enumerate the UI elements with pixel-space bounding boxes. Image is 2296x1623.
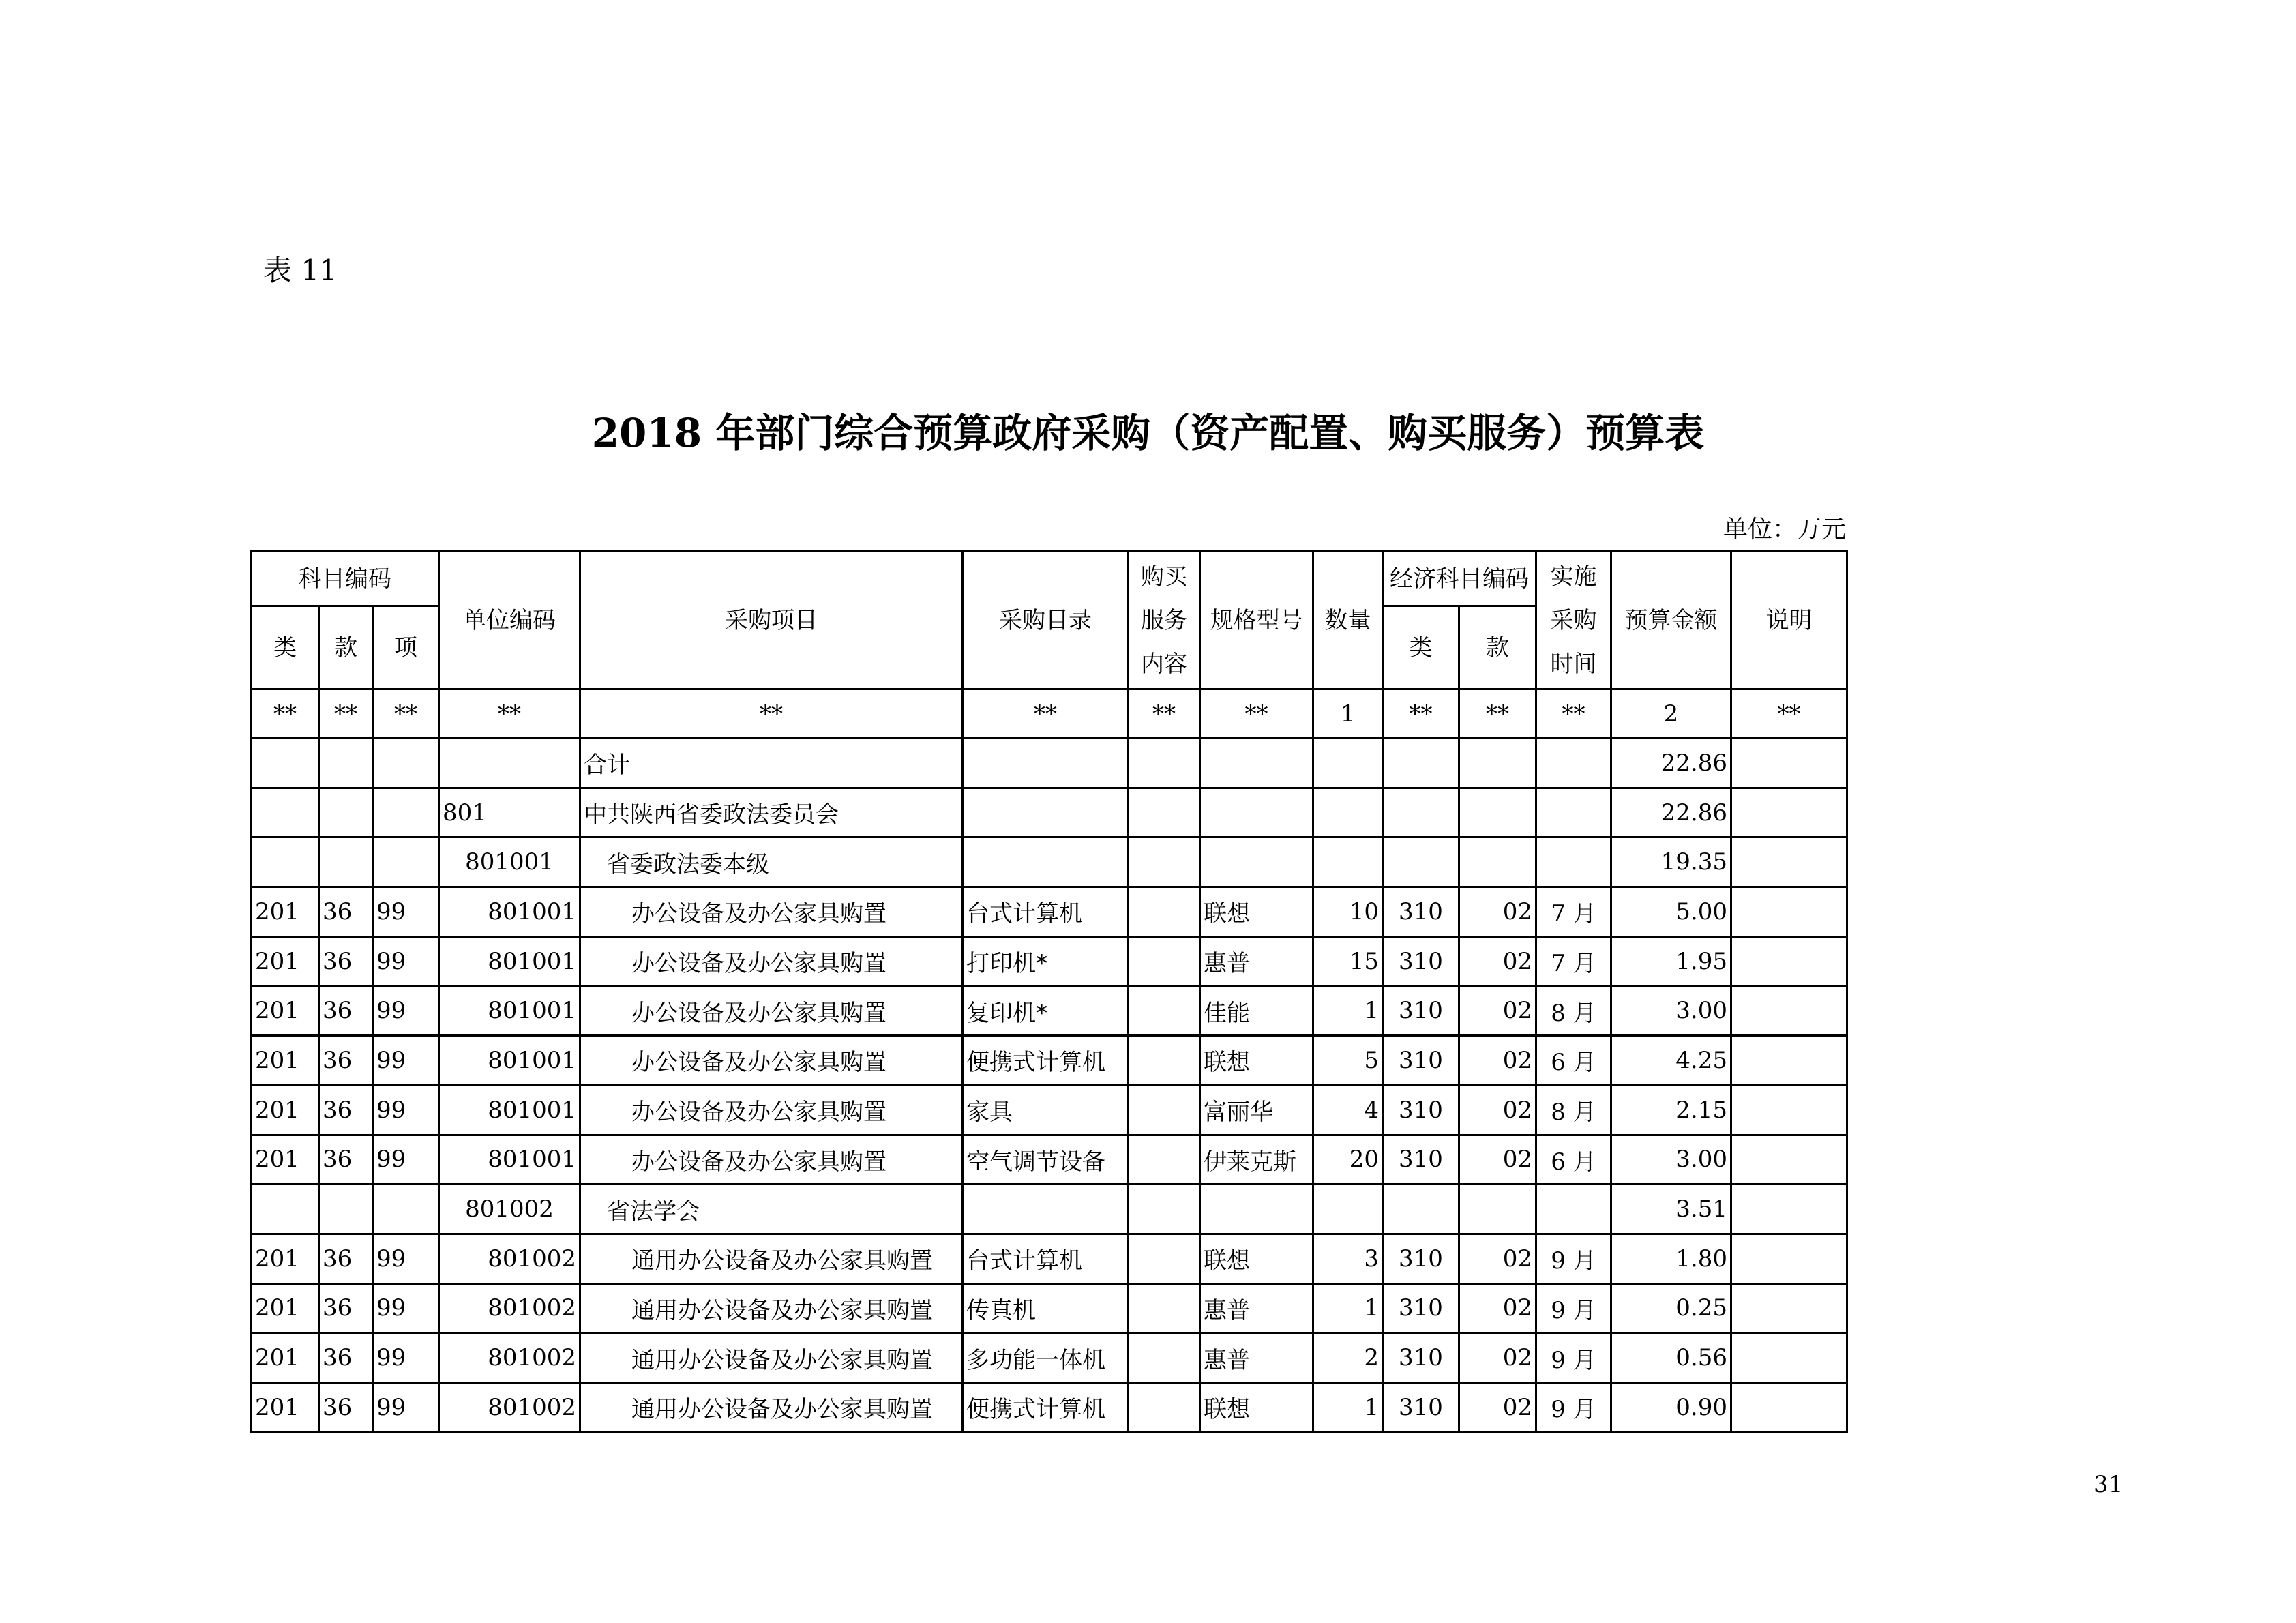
cell-unit-code: 801001 xyxy=(439,887,580,937)
cell-catalog xyxy=(963,739,1129,788)
table-row xyxy=(252,837,1847,887)
cell-catalog: 传真机 xyxy=(963,1283,1129,1333)
cell-unit-code: 801002 xyxy=(439,1382,580,1432)
cell-qty: 1 xyxy=(1313,1382,1383,1432)
cell-unit-code: 801 xyxy=(439,788,580,837)
header-item: 采购项目 xyxy=(580,552,963,689)
cell-xiang: 99 xyxy=(373,1085,439,1135)
cell-econ-lei xyxy=(1383,788,1459,837)
cell-xiang xyxy=(373,837,439,887)
cell-econ-kuan: 02 xyxy=(1459,936,1536,986)
cell-econ-kuan: 02 xyxy=(1459,1135,1536,1185)
cell-unit-code: 801002 xyxy=(439,1333,580,1383)
cell-kuan: 36 xyxy=(319,1036,373,1086)
cell-spec: 联想 xyxy=(1200,1382,1313,1432)
cell-amount: 1.95 xyxy=(1611,936,1731,986)
table-row xyxy=(252,1234,1847,1283)
cell-time: 6 月 xyxy=(1536,1135,1611,1185)
cell-qty xyxy=(1313,837,1383,887)
cell-item: 合计 xyxy=(580,739,963,788)
cell-econ-lei: 310 xyxy=(1383,1085,1459,1135)
cell-lei: 201 xyxy=(252,1085,319,1135)
header-amount: 预算金额 xyxy=(1611,552,1731,689)
cell-catalog: 台式计算机 xyxy=(963,887,1129,937)
cell-kuan: 36 xyxy=(319,887,373,937)
table-row xyxy=(252,788,1847,837)
header-time-line1: 实施 xyxy=(1550,563,1597,591)
cell-service xyxy=(1129,837,1200,887)
table-row xyxy=(252,1036,1847,1086)
cell-note xyxy=(1731,1085,1847,1135)
cell-kuan: 36 xyxy=(319,986,373,1036)
cell-econ-lei xyxy=(1383,1185,1459,1234)
cell-service xyxy=(1129,1382,1200,1432)
header-catalog: 采购目录 xyxy=(963,552,1129,689)
cell-spec: 惠普 xyxy=(1200,1333,1313,1383)
cell-service xyxy=(1129,887,1200,937)
cell-xiang: 99 xyxy=(373,1036,439,1086)
cell-spec: 惠普 xyxy=(1200,1283,1313,1333)
cell-econ-kuan: 02 xyxy=(1459,986,1536,1036)
cell-note xyxy=(1731,1185,1847,1234)
cell-econ-lei: 310 xyxy=(1383,1333,1459,1383)
cell-time xyxy=(1536,837,1611,887)
cell-spec: 富丽华 xyxy=(1200,1085,1313,1135)
cell-time: 8 月 xyxy=(1536,986,1611,1036)
cell-lei xyxy=(252,788,319,837)
cell-econ-lei: 310 xyxy=(1383,1135,1459,1185)
index-cell: ** xyxy=(580,689,963,739)
cell-kuan: 36 xyxy=(319,1333,373,1383)
cell-time: 9 月 xyxy=(1536,1333,1611,1383)
cell-time: 6 月 xyxy=(1536,1036,1611,1086)
cell-qty xyxy=(1313,739,1383,788)
cell-service xyxy=(1129,1135,1200,1185)
header-service-line2: 服务 xyxy=(1141,606,1187,634)
cell-catalog: 台式计算机 xyxy=(963,1234,1129,1283)
cell-xiang: 99 xyxy=(373,1283,439,1333)
cell-econ-kuan: 02 xyxy=(1459,887,1536,937)
index-cell: ** xyxy=(1200,689,1313,739)
cell-unit-code: 801001 xyxy=(439,837,580,887)
header-service xyxy=(1129,552,1200,689)
cell-catalog: 复印机* xyxy=(963,986,1129,1036)
cell-amount: 4.25 xyxy=(1611,1036,1731,1086)
cell-time: 7 月 xyxy=(1536,936,1611,986)
cell-item: 办公设备及办公家具购置 xyxy=(580,986,963,1036)
index-cell: 1 xyxy=(1313,689,1383,739)
table-row xyxy=(252,1333,1847,1383)
cell-econ-kuan xyxy=(1459,739,1536,788)
cell-note xyxy=(1731,1135,1847,1185)
cell-catalog: 便携式计算机 xyxy=(963,1036,1129,1086)
cell-item: 办公设备及办公家具购置 xyxy=(580,887,963,937)
cell-item: 办公设备及办公家具购置 xyxy=(580,1036,963,1086)
cell-note xyxy=(1731,887,1847,937)
cell-catalog xyxy=(963,837,1129,887)
cell-item: 办公设备及办公家具购置 xyxy=(580,1135,963,1185)
cell-catalog: 多功能一体机 xyxy=(963,1333,1129,1383)
cell-service xyxy=(1129,1085,1200,1135)
cell-item: 通用办公设备及办公家具购置 xyxy=(580,1283,963,1333)
header-econ-kuan: 款 xyxy=(1459,606,1536,689)
cell-spec xyxy=(1200,788,1313,837)
index-row xyxy=(252,689,1847,739)
cell-service xyxy=(1129,1234,1200,1283)
index-cell: ** xyxy=(439,689,580,739)
budget-table xyxy=(250,550,1848,1433)
cell-amount: 1.80 xyxy=(1611,1234,1731,1283)
cell-spec: 联想 xyxy=(1200,887,1313,937)
cell-kuan: 36 xyxy=(319,936,373,986)
cell-amount: 3.00 xyxy=(1611,986,1731,1036)
cell-econ-kuan xyxy=(1459,1185,1536,1234)
cell-econ-kuan: 02 xyxy=(1459,1036,1536,1086)
cell-note xyxy=(1731,788,1847,837)
page-title: 2018 年部门综合预算政府采购（资产配置、购买服务）预算表 xyxy=(591,410,1705,456)
cell-spec xyxy=(1200,837,1313,887)
cell-econ-lei xyxy=(1383,837,1459,887)
header-spec: 规格型号 xyxy=(1200,552,1313,689)
cell-lei: 201 xyxy=(252,1283,319,1333)
header-time xyxy=(1536,552,1611,689)
cell-time xyxy=(1536,1185,1611,1234)
cell-kuan: 36 xyxy=(319,1135,373,1185)
cell-service xyxy=(1129,936,1200,986)
cell-time: 9 月 xyxy=(1536,1382,1611,1432)
cell-lei: 201 xyxy=(252,936,319,986)
cell-qty: 4 xyxy=(1313,1085,1383,1135)
table-row xyxy=(252,936,1847,986)
cell-service xyxy=(1129,1283,1200,1333)
cell-xiang xyxy=(373,739,439,788)
table-row xyxy=(252,739,1847,788)
index-cell: ** xyxy=(963,689,1129,739)
cell-note xyxy=(1731,739,1847,788)
cell-note xyxy=(1731,1234,1847,1283)
cell-service xyxy=(1129,1185,1200,1234)
header-service-line3: 内容 xyxy=(1141,650,1187,678)
cell-unit-code: 801002 xyxy=(439,1234,580,1283)
cell-econ-kuan: 02 xyxy=(1459,1333,1536,1383)
cell-econ-kuan xyxy=(1459,837,1536,887)
cell-econ-lei: 310 xyxy=(1383,1036,1459,1086)
cell-unit-code: 801001 xyxy=(439,936,580,986)
table-label: 表 11 xyxy=(263,254,338,287)
cell-lei: 201 xyxy=(252,986,319,1036)
cell-econ-lei: 310 xyxy=(1383,936,1459,986)
cell-unit-code xyxy=(439,739,580,788)
cell-unit-code: 801001 xyxy=(439,1135,580,1185)
cell-qty xyxy=(1313,788,1383,837)
cell-note xyxy=(1731,837,1847,887)
cell-kuan: 36 xyxy=(319,1085,373,1135)
cell-lei: 201 xyxy=(252,1333,319,1383)
table-row xyxy=(252,1283,1847,1333)
index-cell: ** xyxy=(1383,689,1459,739)
cell-econ-kuan xyxy=(1459,788,1536,837)
cell-lei xyxy=(252,1185,319,1234)
cell-xiang: 99 xyxy=(373,887,439,937)
cell-qty: 15 xyxy=(1313,936,1383,986)
cell-qty: 10 xyxy=(1313,887,1383,937)
cell-note xyxy=(1731,1333,1847,1383)
table-row xyxy=(252,887,1847,937)
cell-note xyxy=(1731,1382,1847,1432)
cell-catalog xyxy=(963,1185,1129,1234)
cell-amount: 3.51 xyxy=(1611,1185,1731,1234)
header-lei: 类 xyxy=(252,606,319,689)
table-row xyxy=(252,1085,1847,1135)
cell-lei: 201 xyxy=(252,1382,319,1432)
cell-service xyxy=(1129,739,1200,788)
cell-unit-code: 801002 xyxy=(439,1185,580,1234)
cell-xiang: 99 xyxy=(373,1135,439,1185)
cell-time: 7 月 xyxy=(1536,887,1611,937)
cell-item: 省法学会 xyxy=(580,1185,963,1234)
cell-spec: 联想 xyxy=(1200,1234,1313,1283)
cell-service xyxy=(1129,986,1200,1036)
header-note: 说明 xyxy=(1731,552,1847,689)
cell-note xyxy=(1731,986,1847,1036)
cell-catalog: 空气调节设备 xyxy=(963,1135,1129,1185)
cell-qty: 1 xyxy=(1313,986,1383,1036)
cell-kuan xyxy=(319,837,373,887)
cell-item: 办公设备及办公家具购置 xyxy=(580,1085,963,1135)
index-cell: ** xyxy=(252,689,319,739)
header-econ-lei: 类 xyxy=(1383,606,1459,689)
cell-econ-kuan: 02 xyxy=(1459,1085,1536,1135)
cell-amount: 19.35 xyxy=(1611,837,1731,887)
cell-econ-lei: 310 xyxy=(1383,1283,1459,1333)
cell-econ-lei: 310 xyxy=(1383,986,1459,1036)
cell-item: 通用办公设备及办公家具购置 xyxy=(580,1234,963,1283)
cell-amount: 2.15 xyxy=(1611,1085,1731,1135)
cell-econ-lei: 310 xyxy=(1383,1382,1459,1432)
cell-note xyxy=(1731,1036,1847,1086)
cell-xiang: 99 xyxy=(373,986,439,1036)
header-kuan: 款 xyxy=(319,606,373,689)
header-time-line3: 时间 xyxy=(1550,650,1597,678)
cell-xiang: 99 xyxy=(373,1234,439,1283)
table-row xyxy=(252,986,1847,1036)
table-row xyxy=(252,1382,1847,1432)
cell-item: 通用办公设备及办公家具购置 xyxy=(580,1382,963,1432)
cell-lei: 201 xyxy=(252,1036,319,1086)
cell-xiang: 99 xyxy=(373,936,439,986)
cell-kuan: 36 xyxy=(319,1283,373,1333)
cell-amount: 0.25 xyxy=(1611,1283,1731,1333)
cell-amount: 22.86 xyxy=(1611,739,1731,788)
cell-catalog: 打印机* xyxy=(963,936,1129,986)
cell-time xyxy=(1536,739,1611,788)
cell-qty xyxy=(1313,1185,1383,1234)
cell-item: 省委政法委本级 xyxy=(580,837,963,887)
index-cell: ** xyxy=(1129,689,1200,739)
cell-amount: 3.00 xyxy=(1611,1135,1731,1185)
index-cell: ** xyxy=(1459,689,1536,739)
cell-amount: 0.90 xyxy=(1611,1382,1731,1432)
cell-note xyxy=(1731,1283,1847,1333)
cell-kuan: 36 xyxy=(319,1382,373,1432)
header-subject-code: 科目编码 xyxy=(252,552,439,606)
cell-xiang xyxy=(373,788,439,837)
cell-econ-lei: 310 xyxy=(1383,887,1459,937)
table-header xyxy=(252,552,1847,739)
cell-lei: 201 xyxy=(252,887,319,937)
cell-unit-code: 801001 xyxy=(439,986,580,1036)
index-cell: ** xyxy=(1536,689,1611,739)
cell-note xyxy=(1731,936,1847,986)
cell-unit-code: 801002 xyxy=(439,1283,580,1333)
cell-qty: 20 xyxy=(1313,1135,1383,1185)
cell-unit-code: 801001 xyxy=(439,1036,580,1086)
unit-label: 单位：万元 xyxy=(1723,516,1846,544)
cell-spec: 联想 xyxy=(1200,1036,1313,1086)
cell-spec: 惠普 xyxy=(1200,936,1313,986)
cell-item: 通用办公设备及办公家具购置 xyxy=(580,1333,963,1383)
cell-spec: 伊莱克斯 xyxy=(1200,1135,1313,1185)
header-unit-code: 单位编码 xyxy=(439,552,580,689)
cell-qty: 2 xyxy=(1313,1333,1383,1383)
cell-xiang xyxy=(373,1185,439,1234)
header-xiang: 项 xyxy=(373,606,439,689)
cell-econ-lei: 310 xyxy=(1383,1234,1459,1283)
cell-econ-kuan: 02 xyxy=(1459,1234,1536,1283)
cell-item: 办公设备及办公家具购置 xyxy=(580,936,963,986)
cell-time: 8 月 xyxy=(1536,1085,1611,1135)
cell-qty: 1 xyxy=(1313,1283,1383,1333)
cell-unit-code: 801001 xyxy=(439,1085,580,1135)
cell-service xyxy=(1129,788,1200,837)
index-cell: ** xyxy=(373,689,439,739)
cell-xiang: 99 xyxy=(373,1333,439,1383)
index-cell: ** xyxy=(1731,689,1847,739)
cell-spec: 佳能 xyxy=(1200,986,1313,1036)
cell-lei: 201 xyxy=(252,1234,319,1283)
cell-econ-kuan: 02 xyxy=(1459,1382,1536,1432)
cell-time xyxy=(1536,788,1611,837)
table-row xyxy=(252,1185,1847,1234)
cell-econ-lei xyxy=(1383,739,1459,788)
cell-time: 9 月 xyxy=(1536,1283,1611,1333)
table-row xyxy=(252,1135,1847,1185)
cell-econ-kuan: 02 xyxy=(1459,1283,1536,1333)
cell-catalog: 便携式计算机 xyxy=(963,1382,1129,1432)
cell-qty: 5 xyxy=(1313,1036,1383,1086)
cell-qty: 3 xyxy=(1313,1234,1383,1283)
header-time-line2: 采购 xyxy=(1550,606,1597,634)
cell-lei: 201 xyxy=(252,1135,319,1185)
cell-xiang: 99 xyxy=(373,1382,439,1432)
cell-amount: 5.00 xyxy=(1611,887,1731,937)
cell-kuan xyxy=(319,788,373,837)
table-body xyxy=(252,739,1847,1433)
cell-spec xyxy=(1200,1185,1313,1234)
cell-time: 9 月 xyxy=(1536,1234,1611,1283)
index-cell: ** xyxy=(319,689,373,739)
cell-kuan: 36 xyxy=(319,1234,373,1283)
index-cell: 2 xyxy=(1611,689,1731,739)
header-econ-code: 经济科目编码 xyxy=(1383,552,1536,606)
cell-amount: 0.56 xyxy=(1611,1333,1731,1383)
header-qty: 数量 xyxy=(1313,552,1383,689)
cell-lei xyxy=(252,739,319,788)
page-number: 31 xyxy=(2093,1471,2123,1498)
cell-item: 中共陕西省委政法委员会 xyxy=(580,788,963,837)
cell-spec xyxy=(1200,739,1313,788)
cell-catalog xyxy=(963,788,1129,837)
cell-kuan xyxy=(319,739,373,788)
cell-service xyxy=(1129,1333,1200,1383)
cell-lei xyxy=(252,837,319,887)
cell-amount: 22.86 xyxy=(1611,788,1731,837)
cell-kuan xyxy=(319,1185,373,1234)
header-service-line1: 购买 xyxy=(1141,563,1187,591)
cell-service xyxy=(1129,1036,1200,1086)
cell-catalog: 家具 xyxy=(963,1085,1129,1135)
